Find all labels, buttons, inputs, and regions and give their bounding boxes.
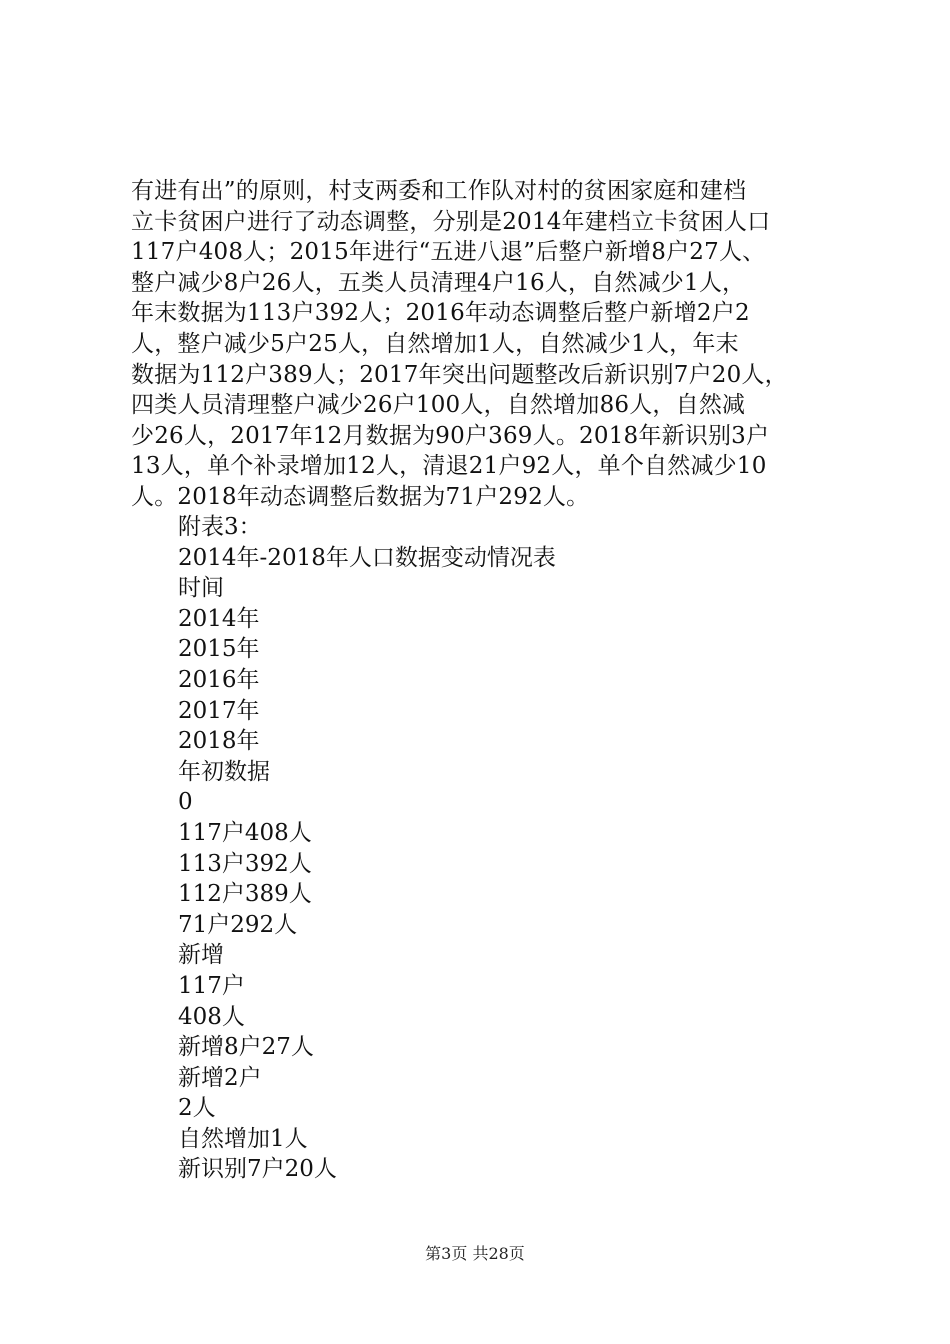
new-value-cell: 117户	[178, 972, 245, 999]
paragraph-line: 有进有出”的原则，村支两委和工作队对村的贫困家庭和建档	[131, 178, 747, 204]
paragraph-line: 117户408人；2015年进行“五进八退”后整户新增8户27人、	[131, 239, 766, 266]
initial-value-cell: 71户292人	[178, 911, 298, 938]
paragraph-line: 立卡贫困户进行了动态调整，分别是2014年建档立卡贫困人口	[131, 208, 771, 235]
initial-value-cell: 117户408人	[178, 819, 312, 846]
paragraph-line: 人。2018年动态调整后数据为71户292人。	[131, 483, 590, 510]
new-value-cell: 2人	[178, 1095, 216, 1122]
new-value-cell: 新增8户27人	[178, 1034, 314, 1061]
new-value-cell: 408人	[178, 1003, 245, 1030]
page-footer: 第3页 共28页	[425, 1244, 525, 1263]
paragraph-line: 数据为112户389人；2017年突出问题整改后新识别7户20人，	[131, 361, 788, 388]
initial-value-cell: 0	[178, 789, 193, 816]
paragraph-line: 13人，单个补录增加12人，清退21户92人，单个自然减少10	[131, 453, 767, 480]
new-value-cell: 自然增加1人	[178, 1125, 308, 1152]
year-cell: 2017年	[178, 697, 260, 724]
year-cell: 2016年	[178, 666, 260, 693]
table-text-list	[178, 512, 818, 1185]
paragraph-line: 四类人员清理整户减少26户100人，自然增加86人，自然减	[131, 392, 746, 419]
paragraph-line: 人，整户减少5户25人，自然增加1人，自然减少1人，年末	[131, 330, 739, 357]
initial-value-cell: 113户392人	[178, 850, 312, 877]
paragraph-line: 年末数据为113户392人；2016年动态调整后整户新增2户2	[131, 300, 750, 327]
header-time: 时间	[178, 575, 224, 602]
new-value-cell: 新识别7户20人	[178, 1156, 337, 1183]
paragraph-line: 整户减少8户26人，五类人员清理4户16人，自然减少1人，	[131, 269, 746, 296]
initial-value-cell: 112户389人	[178, 881, 312, 908]
new-value-cell: 新增2户	[178, 1064, 262, 1091]
year-cell: 2015年	[178, 636, 260, 663]
row-initial-label: 年初数据	[178, 758, 270, 785]
table-title: 2014年-2018年人口数据变动情况表	[178, 544, 556, 571]
body-paragraph	[131, 176, 831, 513]
row-new-label: 新增	[178, 942, 224, 969]
paragraph-line: 少26人，2017年12月数据为90户369人。2018年新识别3户	[131, 422, 770, 449]
attachment-label: 附表3：	[178, 514, 262, 540]
year-cell: 2018年	[178, 728, 260, 755]
year-cell: 2014年	[178, 605, 260, 632]
